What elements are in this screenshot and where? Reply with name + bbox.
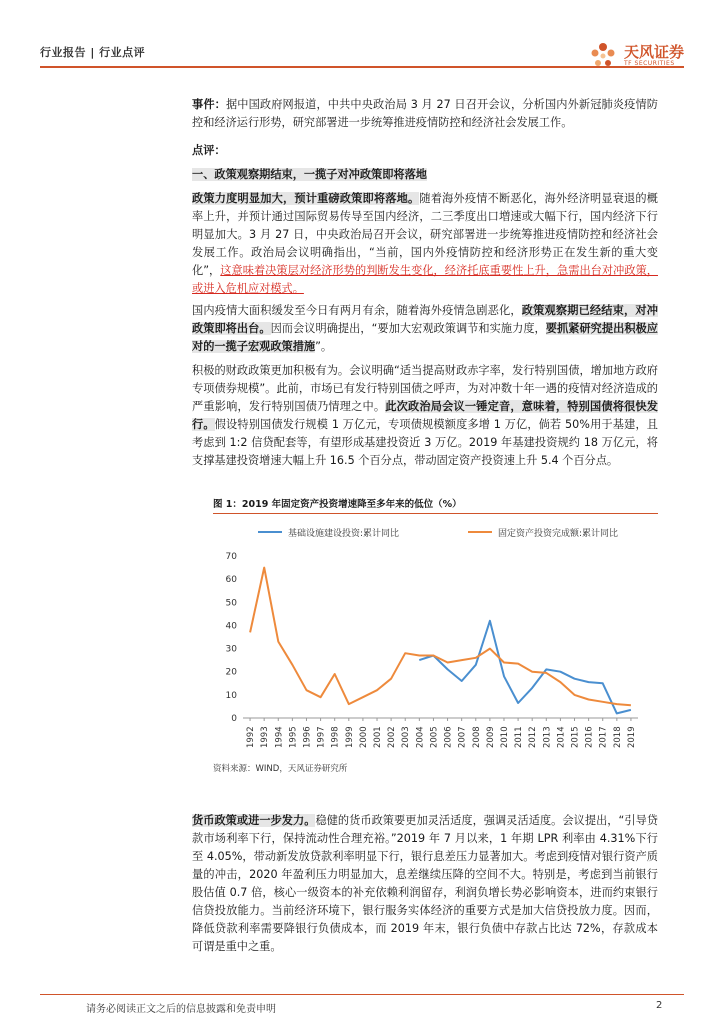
x-tick-2009: 2009 (485, 726, 496, 748)
logo-cn-text: 天风证券 (623, 42, 684, 61)
x-tick-2014: 2014 (556, 726, 567, 748)
x-tick-1992: 1992 (246, 726, 257, 748)
y-tick-0: 0 (231, 714, 237, 724)
monetary-paragraph (192, 812, 658, 956)
logo-en-text: TF SECURITIES (623, 59, 675, 67)
x-tick-2015: 2015 (570, 726, 581, 748)
section-title: 一、政策观察期结束，一揽子对冲政策即将落地 (192, 168, 427, 181)
x-tick-1993: 1993 (260, 726, 271, 748)
x-tick-2010: 2010 (499, 726, 510, 748)
para2-bold1: 政策观察期已经结束，对冲政策即将出台。 (192, 304, 658, 335)
x-tick-2018: 2018 (612, 726, 623, 748)
para3-bold: 此次政治局会议一锤定音，意味着，特别国债将很快发行。 (192, 400, 658, 431)
x-tick-1996: 1996 (302, 726, 313, 748)
x-tick-2017: 2017 (598, 726, 609, 748)
section-heading (192, 166, 658, 184)
para1-bold: 政策力度明显加大，预计重磅政策即将落地。 (192, 192, 420, 205)
chart-axes (226, 552, 638, 748)
para2-text3: ”。 (315, 340, 333, 353)
chart-series (250, 567, 631, 713)
x-tick-1999: 1999 (344, 726, 355, 748)
para3-text2: 假设特别国债发行规模 1 万亿元，专项债规模额度多增 1 万亿，倘若 50%用于基建，且考虑到 1:2 信贷配套等，有望形成基建投资近 3 万亿。2019 年基建投资规约 18 万亿元，将支撑基建投资增速大幅上升 16.5 个百分点，带动固定资产投资速上升 5.4 个百分点。 (192, 418, 658, 467)
chart-legend (258, 527, 618, 539)
report-category: 行业报告 | 行业点评 (40, 46, 146, 59)
x-tick-2016: 2016 (584, 726, 595, 748)
x-tick-2013: 2013 (542, 726, 553, 748)
header-divider (40, 66, 684, 68)
fiscal-paragraph (192, 362, 658, 470)
y-tick-20: 20 (225, 667, 237, 678)
comment-label: 点评： (192, 144, 226, 157)
y-tick-10: 10 (225, 690, 237, 701)
para4-bold: 货币政策或进一步发力。 (192, 814, 316, 827)
legend-label-0: 基础设施建设投资:累计同比 (288, 529, 400, 539)
para2-text1: 国内疫情大面积缓发至今日有两月有余，随着海外疫情急剧恶化， (192, 304, 522, 317)
y-tick-60: 60 (225, 575, 237, 586)
x-tick-1995: 1995 (288, 726, 299, 748)
y-tick-40: 40 (225, 621, 237, 632)
x-tick-2003: 2003 (401, 726, 412, 748)
x-tick-2006: 2006 (443, 726, 454, 748)
fixed-asset-investment-chart (213, 518, 658, 758)
x-tick-2008: 2008 (471, 726, 482, 748)
x-tick-2007: 2007 (457, 726, 468, 748)
y-tick-70: 70 (225, 552, 237, 562)
para1-text: 随着海外疫情不断恶化，海外经济明显衰退的概率上升，并预计通过国际贸易传导至国内经济，二三季度出口増速或大幅下行，国内经济下行明显加大。3 月 27 日，中央政治局召开会议，研究部署进一步统筹推进疫情防控和经济社会发展工作。政治局会议明确指出，“当前，国内外疫情防控和经济形势正在发生新的重大变化”， (192, 192, 658, 277)
x-tick-1998: 1998 (330, 726, 341, 748)
para2-bold2: 要抓紧研究提出积极应对的一揽子宏观政策措施 (192, 322, 658, 353)
x-tick-1994: 1994 (274, 726, 285, 748)
disclaimer-link[interactable]: 请务必阅读正文之后的信息披露和免责申明 (86, 1004, 276, 1015)
x-tick-2000: 2000 (358, 726, 369, 748)
x-tick-2004: 2004 (415, 726, 426, 748)
event-text: 据中国政府网报道，中共中央政治局 3 月 27 日召开会议，分析国内外新冠肺炎疫情防控和经济运行形势，研究部署进一步统筹推进疫情防控和经济社会发展工作。 (192, 98, 658, 129)
x-tick-2002: 2002 (387, 726, 398, 748)
x-tick-1997: 1997 (316, 726, 327, 748)
x-tick-2019: 2019 (626, 726, 637, 748)
page-header (40, 38, 684, 66)
observation-paragraph (192, 302, 658, 356)
legend-label-1: 固定资产投资完成额:累计同比 (498, 529, 619, 539)
x-tick-2001: 2001 (373, 726, 384, 748)
figure-title: 图 1：2019 年固定资产投资增速降至多年来的低位（%） (213, 496, 658, 514)
y-tick-30: 30 (225, 644, 237, 655)
para4-text: 稳健的货币政策要更加灵活适度，强调灵活适度。会议提出，“引导贷款市场利率下行，保持流动性合理充裕。”2019 年 7 月以来，1 年期 LPR 利率由 4.31%下行至 4.05%，带动新发放贷款利率明显下行，银行息差压力显著加大。考虑到疫情对银行资产质量的冲击，2020 年盈利压力明显加大，息差继续压降的空间不大。特别是，考虑到当前银行股估值 0.7 倍，核心一级资本的补充依赖利润留存，利润负增长势必影响资本，进而约束银行信贷投放能力。当前经济环境下，银行服务实体经济的重要方式是加大信贷投放力度。因而，降低贷款利率需要降银行负债成本，而 2019 年末，银行负债中存款占比达 72%，存款成本可谓是重中之重。 (192, 814, 658, 953)
page-number: 2 (656, 1000, 663, 1011)
series-line-1 (250, 568, 631, 706)
figure-source: 资料来源：WIND，天风证券研究所 (213, 764, 348, 774)
para3-text1: 积极的财政政策更加积极有为。会议明确“适当提高财政赤字率，发行特别国债，增加地方政府专项债券规模”。此前，市场已有发行特别国债之呼声，为对冲数十年一遇的疫情对经济造成的严重影响，发行特别国债乃情理之中。 (192, 364, 658, 413)
x-tick-2012: 2012 (528, 726, 539, 748)
event-paragraph (192, 96, 658, 132)
x-tick-2011: 2011 (514, 726, 525, 748)
policy-paragraph (192, 190, 658, 298)
para2-text2: 因而会议明确提出，“要加大宏观政策调节和实施力度， (270, 322, 546, 335)
footer-divider (40, 994, 684, 995)
y-tick-50: 50 (225, 598, 237, 609)
x-tick-2005: 2005 (429, 726, 440, 748)
para1-red-highlight: 这意味着决策层对经济形势的判断发生变化，经济托底重要性上升，急需出台对冲政策，或进入危机应对模式。 (192, 264, 658, 295)
event-label: 事件： (192, 98, 226, 111)
